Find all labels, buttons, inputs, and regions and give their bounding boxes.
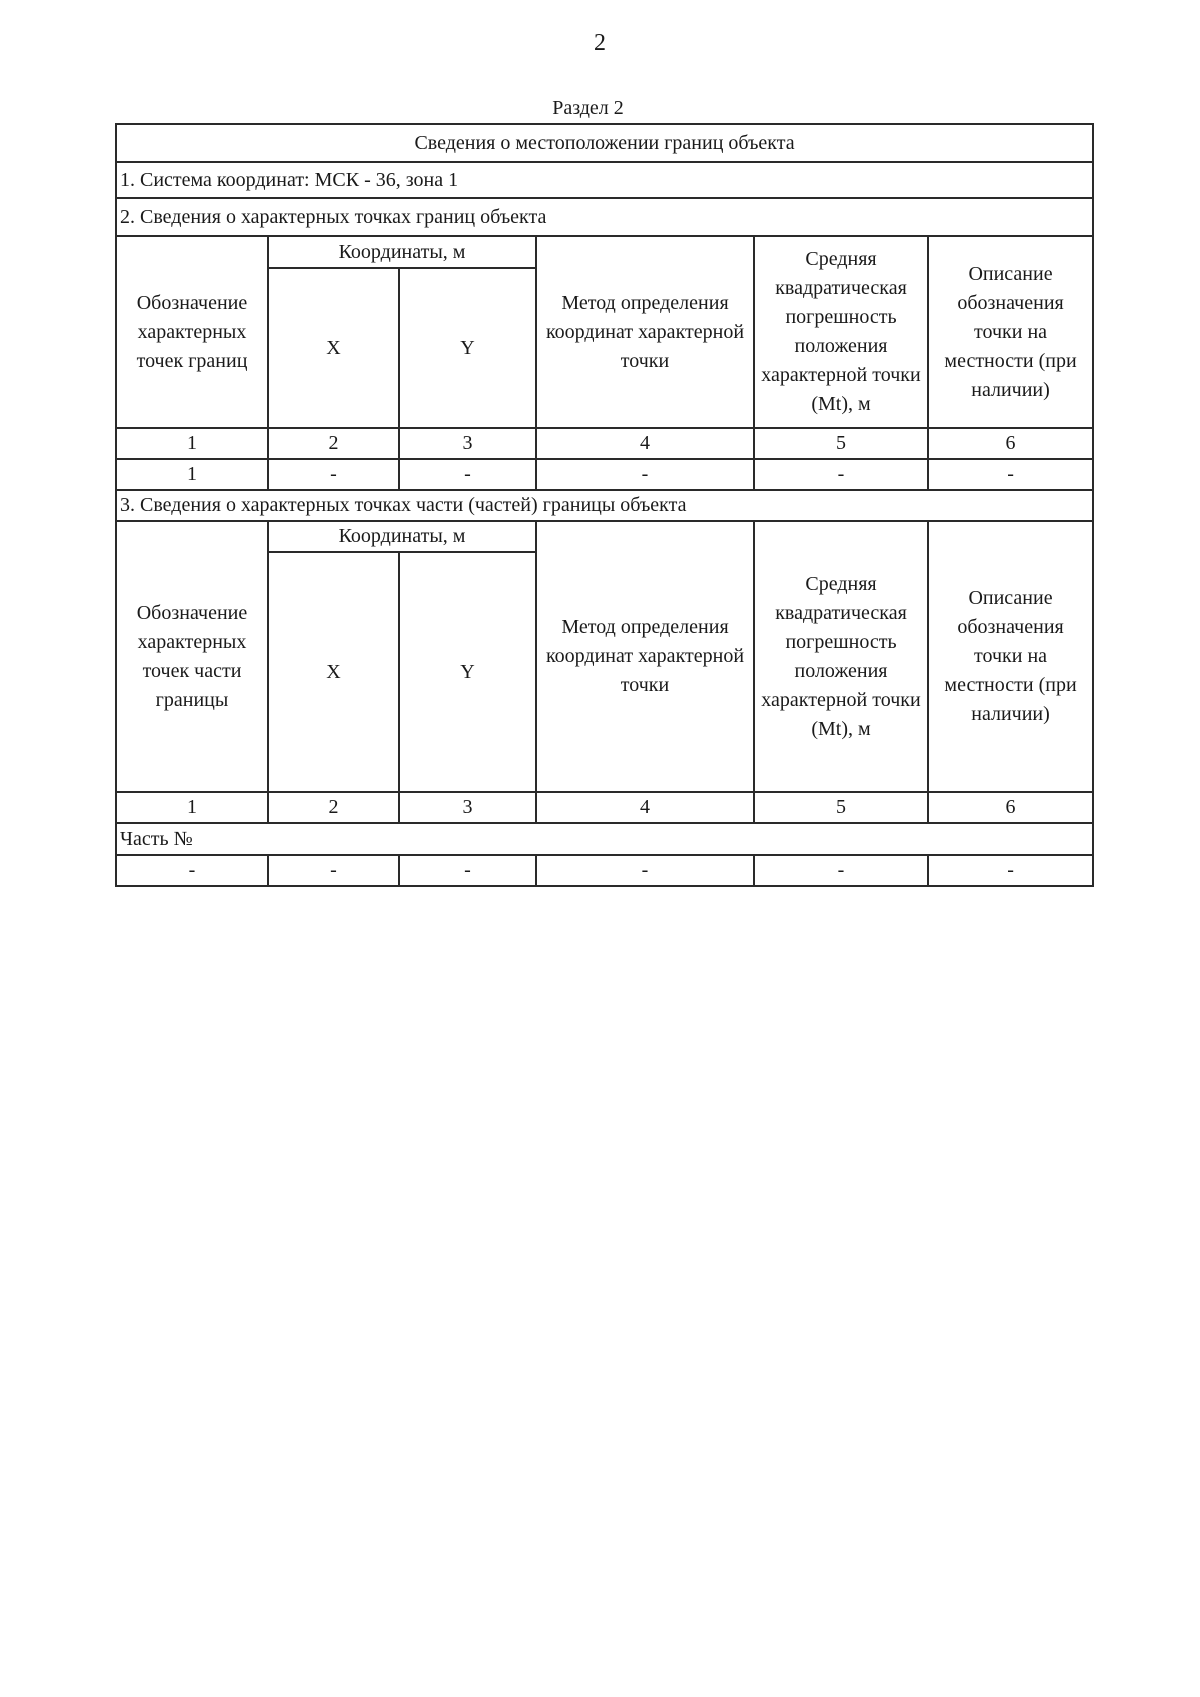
table-cell: -	[116, 855, 268, 886]
s3-header-error: Средняя квадратическая погрешность положения характерной точки (Mt), м	[754, 521, 928, 792]
s3-header-description: Описание обозначения точки на местности (при наличии)	[928, 521, 1093, 792]
s3-colnum: 6	[928, 792, 1093, 823]
s2-header-y: Y	[399, 268, 536, 428]
s3-header-designation: Обозначение характерных точек части границы	[116, 521, 268, 792]
s2-header-coords: Координаты, м	[268, 236, 536, 268]
s3-header-coords: Координаты, м	[268, 521, 536, 552]
table-cell: -	[754, 855, 928, 886]
section-title: Раздел 2	[552, 97, 624, 119]
s2-header-error: Средняя квадратическая погрешность положения характерной точки (Mt), м	[754, 236, 928, 428]
table-cell: -	[536, 459, 754, 490]
part-label: Часть №	[116, 823, 1093, 855]
s3-colnum: 3	[399, 792, 536, 823]
table-cell: -	[399, 459, 536, 490]
coord-system: 1. Система координат: МСК - 36, зона 1	[116, 162, 1093, 198]
s2-colnum: 1	[116, 428, 268, 459]
s2-header-x: X	[268, 268, 399, 428]
boundaries-table	[115, 123, 1094, 887]
table-cell: 1	[116, 459, 268, 490]
s3-colnum: 2	[268, 792, 399, 823]
table-cell: -	[928, 459, 1093, 490]
table-cell: -	[754, 459, 928, 490]
table-cell: -	[536, 855, 754, 886]
s3-colnum: 5	[754, 792, 928, 823]
table-cell: -	[268, 459, 399, 490]
s2-colnum: 4	[536, 428, 754, 459]
s2-colnum: 6	[928, 428, 1093, 459]
s3-header-method: Метод определения координат характерной точки	[536, 521, 754, 792]
table-cell: -	[928, 855, 1093, 886]
table-cell: -	[268, 855, 399, 886]
table-title: Сведения о местоположении границ объекта	[116, 124, 1093, 162]
s3-header-x: X	[268, 552, 399, 792]
table-row	[116, 459, 1093, 490]
s3-colnum: 4	[536, 792, 754, 823]
s2-colnum: 2	[268, 428, 399, 459]
s2-colnum: 3	[399, 428, 536, 459]
s2-header-method: Метод определения координат характерной точки	[536, 236, 754, 428]
page-number: 2	[594, 30, 606, 56]
section3-title: 3. Сведения о характерных точках части (частей) границы объекта	[116, 490, 1093, 521]
s2-header-description: Описание обозначения точки на местности (при наличии)	[928, 236, 1093, 428]
s3-header-y: Y	[399, 552, 536, 792]
s3-colnum: 1	[116, 792, 268, 823]
table-cell: -	[399, 855, 536, 886]
s2-colnum: 5	[754, 428, 928, 459]
section2-title: 2. Сведения о характерных точках границ объекта	[116, 198, 1093, 236]
s2-header-designation: Обозначение характерных точек границ	[116, 236, 268, 428]
table-row	[116, 855, 1093, 886]
